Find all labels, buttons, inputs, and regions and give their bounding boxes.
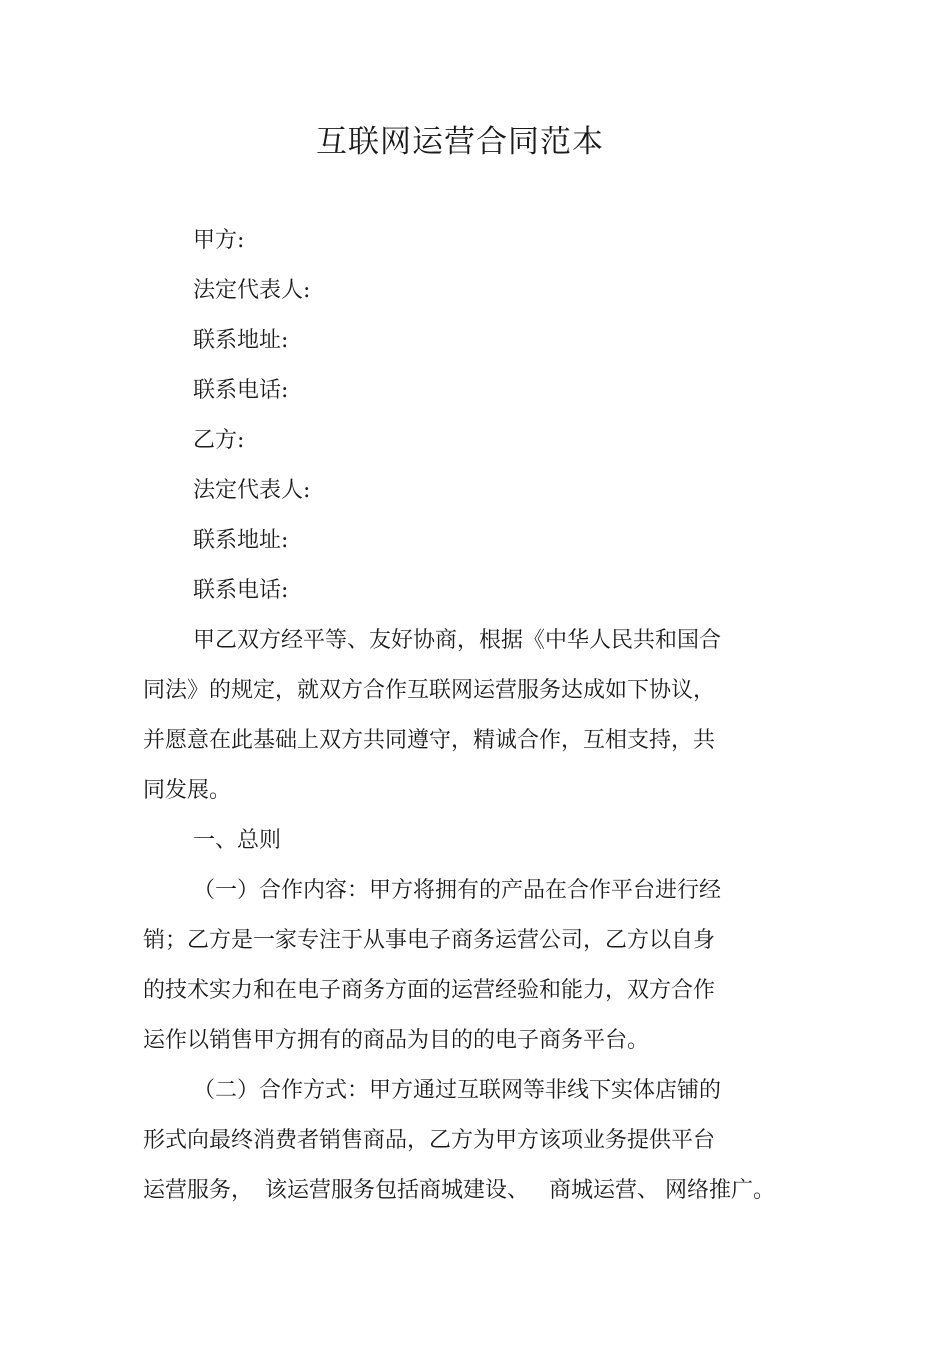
clause-text-segment: 该运营服务包括商城建设、 bbox=[265, 1178, 530, 1203]
party-a-label: 甲方: bbox=[193, 228, 245, 253]
preamble-line: 同法》的规定，就双方合作互联网运营服务达成如下协议， bbox=[143, 678, 716, 703]
clause-text-segment: 网络推广。 bbox=[665, 1178, 776, 1203]
section-heading: 一、总则 bbox=[193, 828, 282, 853]
party-b-address-label: 联系地址: bbox=[193, 528, 289, 553]
party-a-address-label: 联系地址: bbox=[193, 328, 289, 353]
preamble-line: 同发展。 bbox=[143, 778, 232, 803]
party-a-representative-label: 法定代表人: bbox=[193, 278, 311, 303]
party-b-label: 乙方: bbox=[193, 428, 245, 453]
clause-line: 销；乙方是一家专注于从事电子商务运营公司，乙方以自身 bbox=[143, 928, 716, 953]
document-title: 互联网运营合同范本 bbox=[316, 124, 604, 160]
clause-text-segment: 商城运营、 bbox=[549, 1178, 660, 1203]
party-a-phone-label: 联系电话: bbox=[193, 378, 289, 403]
clause-line: 形式向最终消费者销售商品，乙方为甲方该项业务提供平台 bbox=[143, 1128, 716, 1153]
clause-line: （一）合作内容：甲方将拥有的产品在合作平台进行经 bbox=[193, 878, 722, 903]
party-b-phone-label: 联系电话: bbox=[193, 578, 289, 603]
clause-line: （二）合作方式：甲方通过互联网等非线下实体店铺的 bbox=[193, 1078, 722, 1103]
clause-text-segment: 运营服务， bbox=[143, 1178, 254, 1203]
clause-line: 运作以销售甲方拥有的商品为目的的电子商务平台。 bbox=[143, 1028, 650, 1053]
preamble-line: 并愿意在此基础上双方共同遵守，精诚合作，互相支持，共 bbox=[143, 728, 716, 753]
party-b-representative-label: 法定代表人: bbox=[193, 478, 311, 503]
clause-line: 的技术实力和在电子商务方面的运营经验和能力，双方合作 bbox=[143, 978, 716, 1003]
clause-line-last bbox=[143, 1176, 775, 1206]
preamble-line: 甲乙双方经平等、友好协商，根据《中华人民共和国合 bbox=[193, 628, 722, 653]
